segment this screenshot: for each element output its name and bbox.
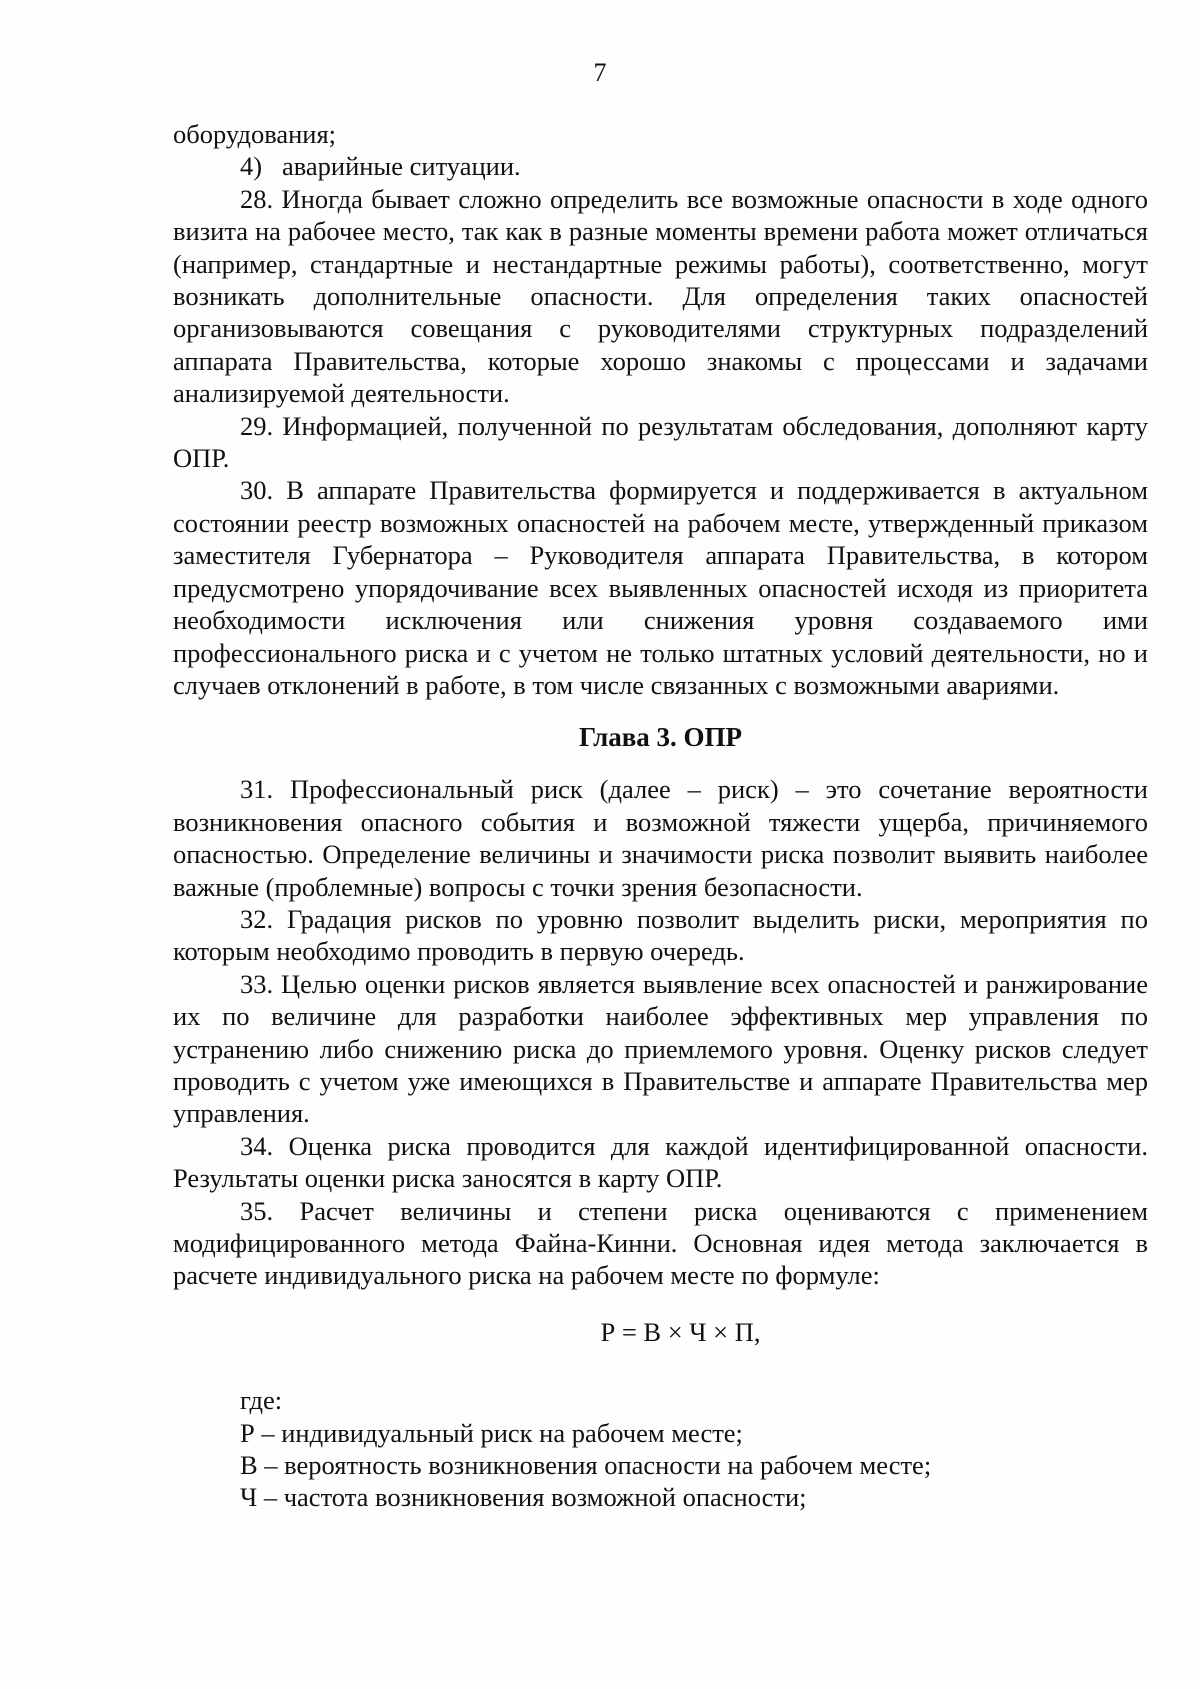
- paragraph-32: 32. Градация рисков по уровню позволит выделить риски, мероприятия по которым необходимо проводить в первую очередь.: [173, 903, 1148, 967]
- chapter-heading: Глава 3. ОПР: [578, 722, 743, 753]
- paragraph-28: 28. Иногда бывает сложно определить все возможные опасности в ходе одного визита на рабочее место, так как в разные моменты времени работа может отличаться (например, стандартные и нестандартные режимы работы), соответственно, могут возникать дополнительные опасности. Для определения таких опасностей организовываются совещания с руководителями структурных подразделений аппарата Правительства, которые хорошо знакомы с процессами и задачами анализируемой деятельности.: [173, 183, 1148, 409]
- paragraph-continuation: оборудования;: [173, 119, 337, 149]
- paragraph-29: 29. Информацией, полученной по результатам обследования, дополняют карту ОПР.: [173, 410, 1148, 474]
- list-item-4: 4) аварийные ситуации.: [240, 151, 521, 182]
- page-number: 7: [593, 58, 607, 87]
- document-body: [173, 118, 1148, 1514]
- paragraph-35: 35. Расчет величины и степени риска оцениваются с применением модифицированного метода Файна-Кинни. Основная идея метода заключается в расчете индивидуального риска на рабочем месте по формуле:: [173, 1195, 1148, 1291]
- paragraph-31: 31. Профессиональный риск (далее – риск) – это сочетание вероятности возникновения опасного события и возможной тяжести ущерба, причиняемого опасностью. Определение величины и значимости риска позволит выявить наиболее важные (проблемные) вопросы с точки зрения безопасности.: [173, 774, 1148, 902]
- definition-ch: Ч – частота возникновения возможной опасности;: [240, 1482, 807, 1513]
- definitions-where: где:: [240, 1385, 283, 1416]
- definition-v: В – вероятность возникновения опасности на рабочем месте;: [240, 1450, 932, 1481]
- definition-r: Р – индивидуальный риск на рабочем месте;: [240, 1417, 743, 1448]
- paragraph-33: 33. Целью оценки рисков является выявление всех опасностей и ранжирование их по величине для разработки наиболее эффективных мер управления по устранению либо снижению риска до приемлемого уровня. Оценку рисков следует проводить с учетом уже имеющихся в Правительстве и аппарате Правительства мер управления.: [173, 968, 1148, 1129]
- paragraph-30: 30. В аппарате Правительства формируется и поддерживается в актуальном состоянии реестр возможных опасностей на рабочем месте, утвержденный приказом заместителя Губернатора – Руководителя аппарата Правительства, в котором предусмотрено упорядочивание всех выявленных опасностей исходя из приоритета необходимости исключения или снижения уровня создаваемого ими профессионального риска и с учетом не только штатных условий деятельности, но и случаев отклонений в работе, в том числе связанных с возможными авариями.: [173, 475, 1148, 700]
- paragraph-34: 34. Оценка риска проводится для каждой идентифицированной опасности. Результаты оценки риска заносятся в карту ОПР.: [173, 1130, 1148, 1194]
- risk-formula: Р = В × Ч × П,: [600, 1316, 761, 1347]
